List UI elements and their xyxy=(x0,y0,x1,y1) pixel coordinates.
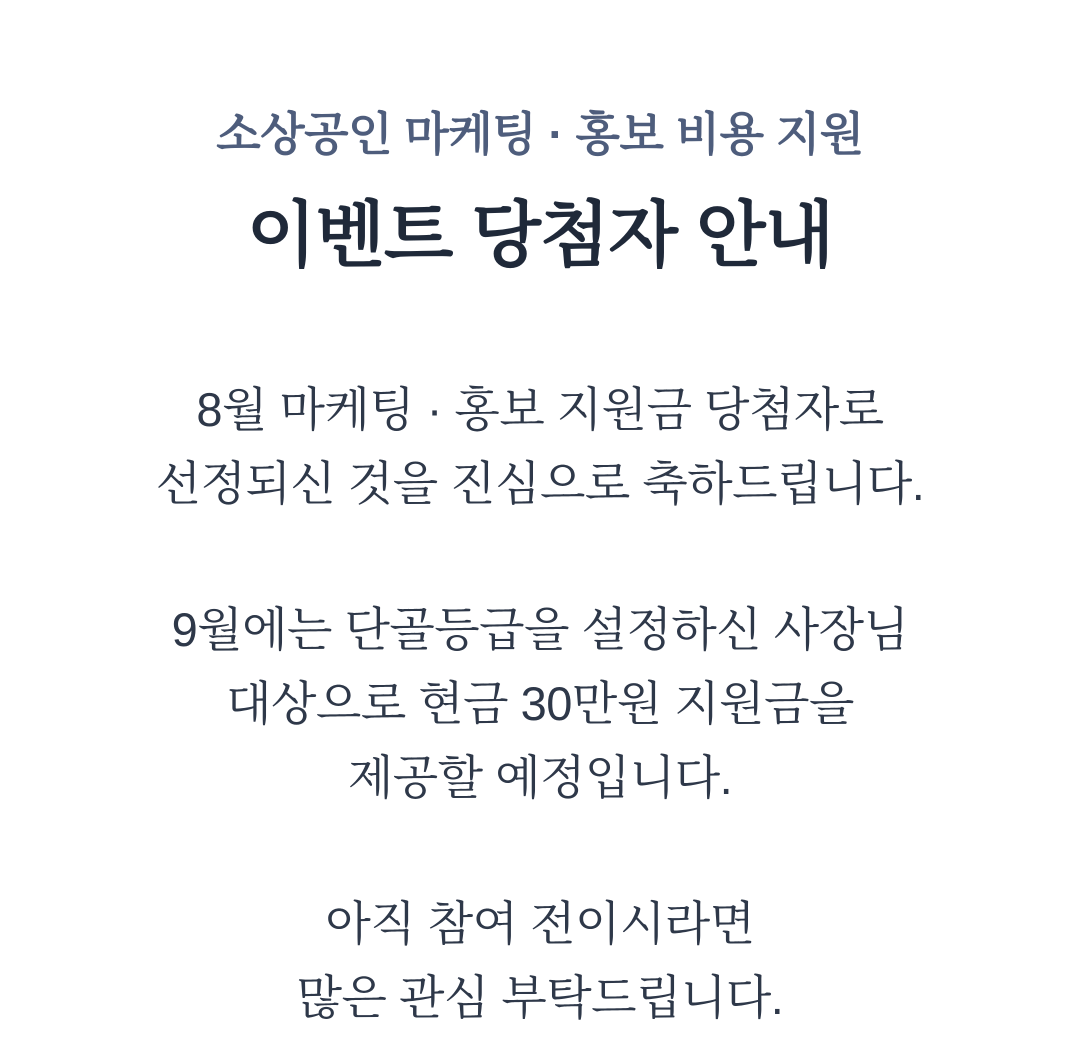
paragraph-line: 아직 참여 전이시라면 xyxy=(325,897,755,950)
announcement-body xyxy=(0,373,1080,1035)
paragraph-call-to-action xyxy=(0,887,1080,1035)
paragraph-line: 대상으로 현금 30만원 지원금을 xyxy=(226,677,854,730)
page-title: 이벤트 당첨자 안내 xyxy=(246,196,834,276)
paragraph-line: 많은 관심 부탁드립니다. xyxy=(296,971,784,1024)
paragraph-next-event xyxy=(0,593,1080,815)
paragraph-line: 8월 마케팅 · 홍보 지원금 당첨자로 xyxy=(196,383,884,436)
paragraph-line: 제공할 예정입니다. xyxy=(347,751,733,804)
paragraph-line: 선정되신 것을 진심으로 축하드립니다. xyxy=(155,457,925,510)
page-subtitle: 소상공인 마케팅 · 홍보 비용 지원 xyxy=(216,108,864,160)
paragraph-line: 9월에는 단골등급을 설정하신 사장님 xyxy=(171,603,909,656)
announcement-header xyxy=(0,106,1080,278)
paragraph-congratulations xyxy=(0,373,1080,521)
